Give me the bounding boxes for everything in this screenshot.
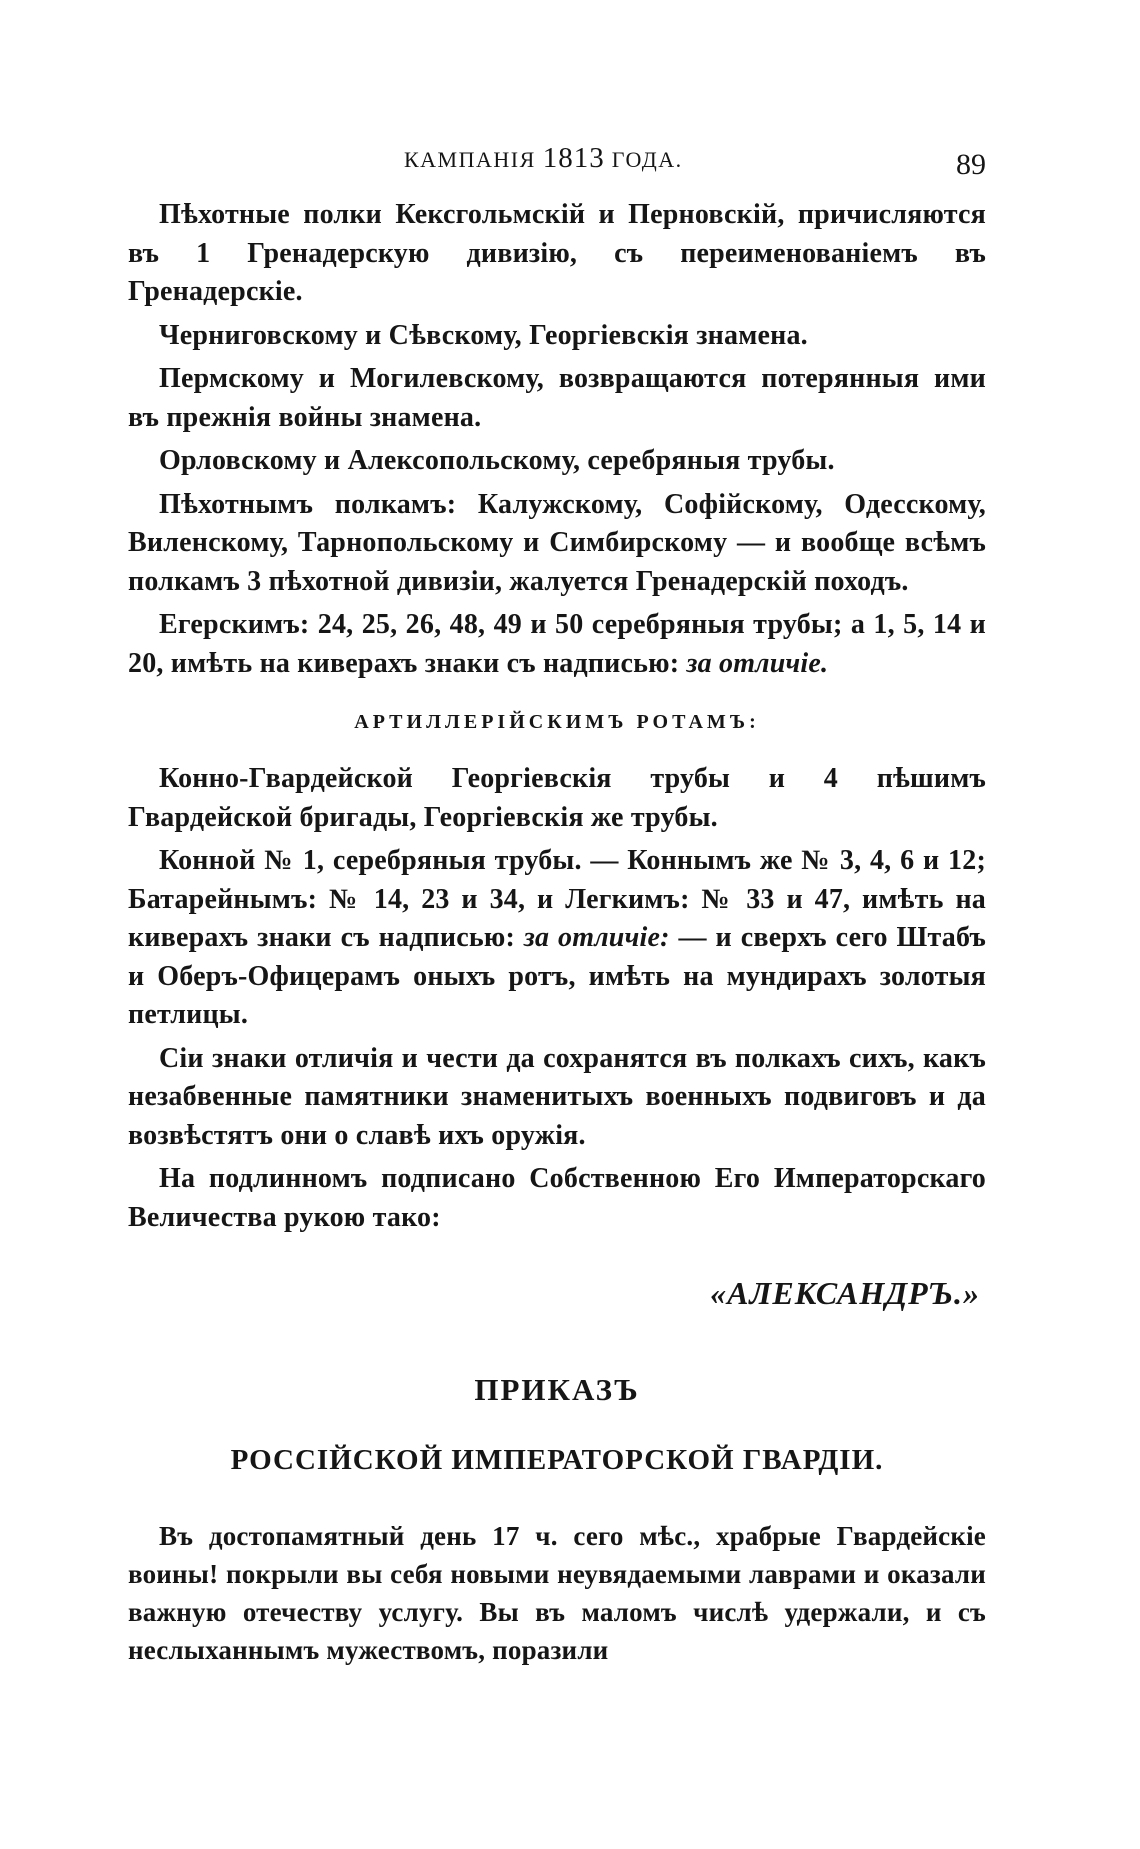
horse-companies-text-2: — и сверхъ сего Штабъ и Оберъ-Офицерамъ оныхъ ротъ, имѣть на мундирахъ золотыя петлицы. xyxy=(128,922,986,1030)
signature-alexander: «АЛЕКСАНДРЪ.» xyxy=(710,1275,980,1311)
order-title: ПРИКАЗЪ xyxy=(474,1372,640,1407)
paragraph-jaeger-regiments xyxy=(128,606,986,683)
paragraph-signed-by-emperor: На подлинномъ подписано Собственною Его Императорскаго Величества рукою тако: xyxy=(128,1163,986,1233)
jaeger-inscription: за отличіе. xyxy=(686,647,829,679)
running-title-prefix: КАМПАНІЯ xyxy=(404,147,543,172)
artillery-subhead: АРТИЛЛЕРІЙСКИМЪ РОТАМЪ: xyxy=(354,711,760,733)
running-head xyxy=(404,142,683,175)
horse-companies-text-1: Конной № 1, серебряныя трубы. — Коннымъ же № 3, 4, 6 и 12; Батарейнымъ: № 14, 23 и 34, и Легкимъ: № 33 и 47, имѣть на киверахъ знаки съ надписью: xyxy=(128,845,986,953)
paragraph-chernigov-sevsk: Черниговскому и Сѣвскому, Георгіевскія знамена. xyxy=(159,319,808,351)
horse-companies-inscription: за отличіе: xyxy=(523,922,670,953)
paragraph-horse-guards-artillery: Конно-Гвардейской Георгіевскія трубы и 4 пѣшимъ Гвардейской бригады, Георгіевскія же трубы. xyxy=(128,763,986,833)
running-title-year: 1813 xyxy=(542,142,605,174)
paragraph-orel-aleksopol: Орловскому и Алексопольскому, серебряныя трубы. xyxy=(159,445,835,476)
paragraph-horse-battery-companies xyxy=(128,842,986,1035)
page-number: 89 xyxy=(956,148,986,181)
paragraph-guards-order: Въ достопамятный день 17 ч. сего мѣс., храбрые Гвардейскіе воины! покрыли вы себя новыми неувядаемыми лаврами и оказали важную отечеству услугу. Вы въ маломъ числѣ удержали, и съ неслыханнымъ мужествомъ, поразили xyxy=(128,1521,986,1665)
paragraph-perm-mogilev: Пермскому и Могилевскому, возвращаются потерянныя ими въ прежнія войны знамена. xyxy=(128,363,986,433)
paragraph-kexholm-pernov: Пѣхотные полки Кексгольмскій и Перновскій, причисляются въ 1 Гренадерскую дивизію, съ переименованіемъ въ Гренадерскіе. xyxy=(128,199,986,307)
jaeger-text: Егерскимъ: 24, 25, 26, 48, 49 и 50 серебряныя трубы; а 1, 5, 14 и 20, имѣть на киверахъ знаки съ надписью: xyxy=(128,609,986,679)
running-title-suffix: ГОДА. xyxy=(604,147,683,172)
paragraph-honors-preserved: Сіи знаки отличія и чести да сохранятся въ полкахъ сихъ, какъ незабвенные памятники знаменитыхъ военныхъ подвиговъ и да возвѣстятъ они о славѣ ихъ оружія. xyxy=(128,1042,986,1151)
paragraph-infantry-regiments: Пѣхотнымъ полкамъ: Калужскому, Софійскому, Одесскому, Виленскому, Тарнопольскому и Симбирскому — и вообще всѣмъ полкамъ 3 пѣхотной дивизіи, жалуется Гренадерскій походъ. xyxy=(128,488,986,597)
page-body xyxy=(128,196,986,1674)
order-subtitle: РОССІЙСКОЙ ИМПЕРАТОРСКОЙ ГВАРДІИ. xyxy=(230,1444,884,1476)
